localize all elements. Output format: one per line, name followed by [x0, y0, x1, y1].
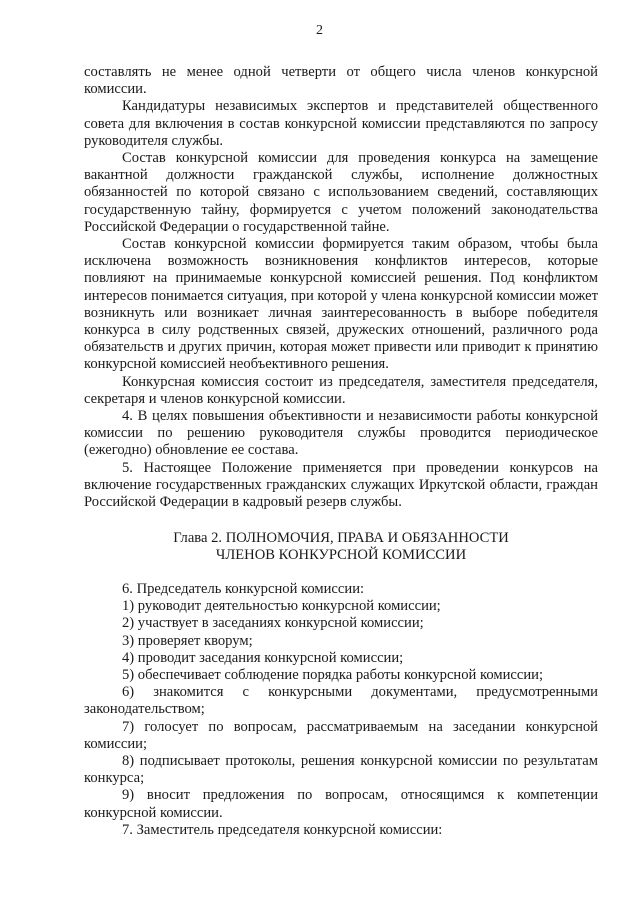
list-paragraph: 3) проверяет кворум;: [122, 632, 253, 649]
chapter-heading-line2: ЧЛЕНОВ КОНКУРСНОЙ КОМИССИИ: [215, 547, 467, 564]
list-paragraph: 5) обеспечивает соблюдение порядка работы конкурсной комиссии;: [122, 667, 544, 684]
body-text-top: [84, 64, 598, 511]
list-paragraph: 9) вносит предложения по вопросам, относящимся к компетенции конкурсной комиссии.: [84, 787, 598, 821]
paragraph: Состав конкурсной комиссии для проведения конкурса на замещение вакантной должности гражданской службы, исполнение должностных обязанностей по которой связано с использованием сведений, составляющих государственную тайну, формируется с учетом положений законодательства Российской Федерации о государственной тайне.: [84, 150, 598, 235]
paragraph: 4. В целях повышения объективности и независимости работы конкурсной комиссии по решению руководителя службы проводится периодическое (ежегодно) обновление ее состава.: [84, 408, 598, 459]
list-paragraph: 4) проводит заседания конкурсной комиссии;: [122, 649, 404, 666]
paragraph: Состав конкурсной комиссии формируется таким образом, чтобы была исключена возможность возникновения конфликтов интересов, которые повлияют на принимаемые конкурсной комиссией решения. Под конфликтом интересов понимается ситуация, при которой у члена конкурсной комиссии может возникнуть или возникает личная заинтересованность в выборе победителя конкурса в силу родственных связей, дружеских отношений, различного рода обязательств и других причин, которая может привести или приводит к принятию конкурсной комиссией необъективного решения.: [84, 236, 598, 373]
paragraph: составлять не менее одной четверти от общего числа членов конкурсной комиссии.: [84, 64, 598, 98]
list-paragraph: 1) руководит деятельностью конкурсной комиссии;: [122, 598, 441, 615]
chapter-heading: [84, 530, 598, 564]
page-number: 2: [316, 23, 323, 38]
list-paragraph: 8) подписывает протоколы, решения конкурсной комиссии по результатам конкурса;: [84, 753, 598, 787]
list-paragraph: 7. Заместитель председателя конкурсной комиссии:: [122, 821, 443, 838]
list-paragraph: 6. Председатель конкурсной комиссии:: [122, 581, 365, 597]
list-paragraph: 6) знакомится с конкурсными документами, предусмотренными законодательством;: [84, 684, 598, 718]
paragraph: Кандидатуры независимых экспертов и представителей общественного совета для включения в состав конкурсной комиссии представляются по запросу руководителя службы.: [84, 98, 598, 149]
list-paragraph: 7) голосует по вопросам, рассматриваемым на заседании конкурсной комиссии;: [84, 718, 598, 752]
body-text-list: [84, 581, 598, 839]
list-paragraph: 2) участвует в заседаниях конкурсной комиссии;: [122, 615, 424, 632]
chapter-heading-line1: Глава 2. ПОЛНОМОЧИЯ, ПРАВА И ОБЯЗАННОСТИ: [173, 530, 509, 546]
paragraph: 5. Настоящее Положение применяется при проведении конкурсов на включение государственных гражданских служащих Иркутской области, граждан Российской Федерации в кадровый резерв службы.: [84, 459, 598, 511]
paragraph: Конкурсная комиссия состоит из председателя, заместителя председателя, секретаря и членов конкурсной комиссии.: [84, 373, 598, 407]
